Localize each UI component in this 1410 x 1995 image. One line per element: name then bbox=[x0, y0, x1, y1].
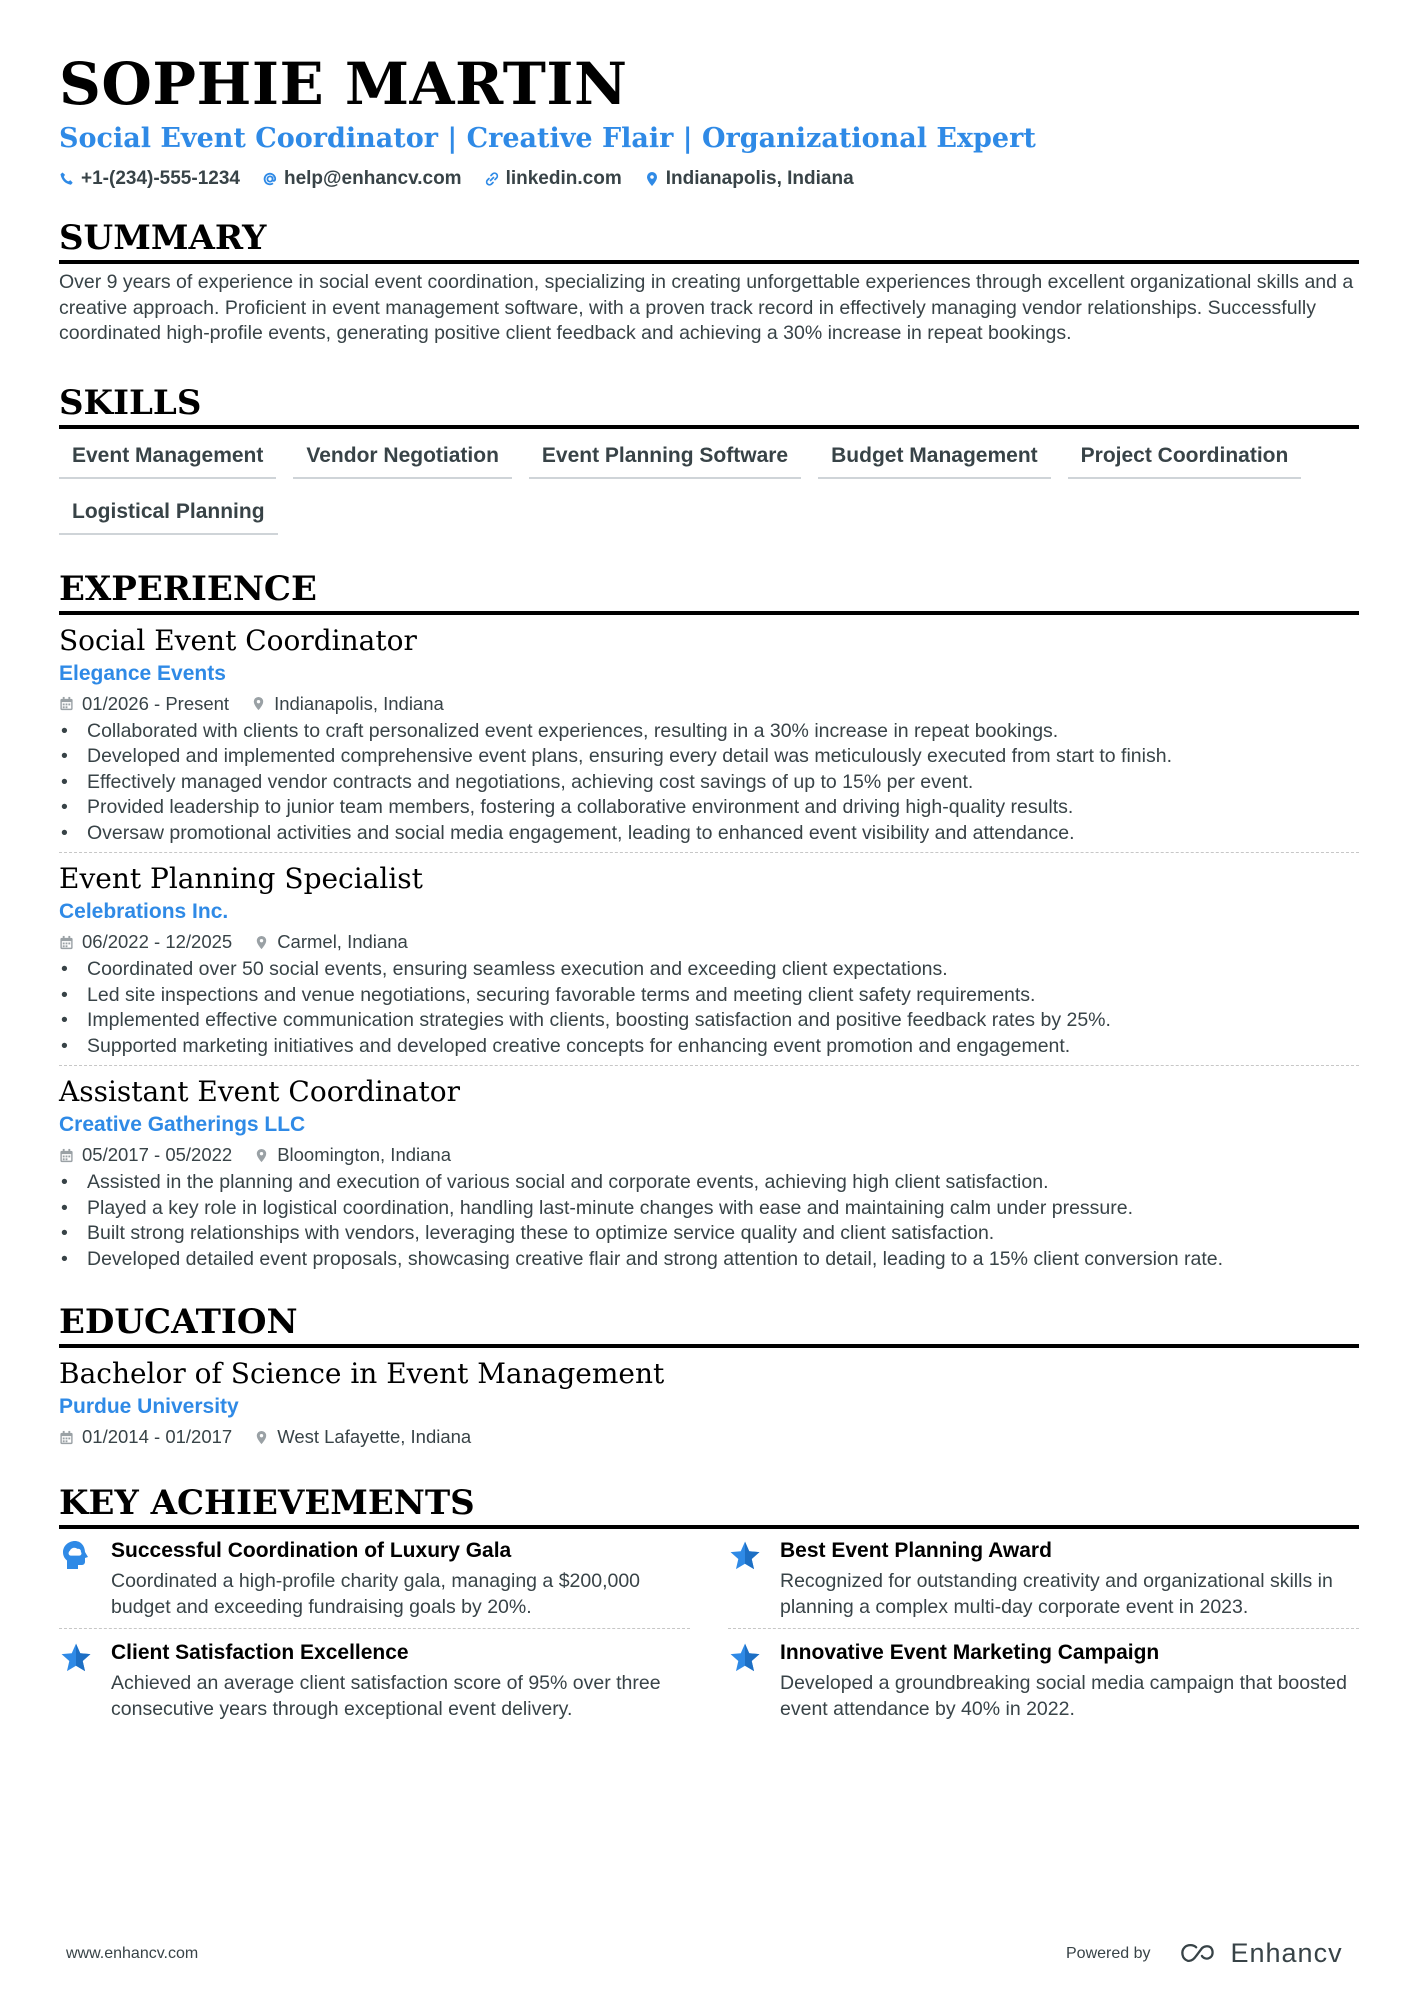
skill-tag: Event Planning Software bbox=[529, 437, 801, 479]
achievement-item bbox=[59, 1537, 690, 1629]
dates-text: 05/2017 - 05/2022 bbox=[82, 1144, 233, 1165]
bullet-item: • Provided leadership to junior team members, fostering a collaborative environment and driving high-quality results. bbox=[59, 795, 1359, 821]
skill-tag: Logistical Planning bbox=[59, 493, 278, 535]
enhancv-wordmark: Enhancv bbox=[1230, 1938, 1343, 1968]
bullet-item: • Built strong relationships with vendors, leveraging these to optimize service quality and client satisfaction. bbox=[59, 1221, 1359, 1247]
resume-page bbox=[59, 50, 1359, 1730]
calendar-icon bbox=[59, 935, 74, 950]
bullet-item: • Oversaw promotional activities and social media engagement, leading to enhanced event visibility and attendance. bbox=[59, 821, 1359, 847]
company-name: Elegance Events bbox=[59, 661, 226, 685]
company-name: Creative Gatherings LLC bbox=[59, 1113, 306, 1136]
section-title: SKILLS bbox=[59, 383, 1359, 429]
job-title: Assistant Event Coordinator bbox=[59, 1075, 461, 1108]
footer-branding bbox=[1066, 1938, 1343, 1969]
job-location bbox=[254, 930, 408, 954]
summary-section bbox=[59, 218, 1359, 347]
email-text: help@enhancv.com bbox=[283, 168, 462, 189]
skill-tag: Budget Management bbox=[818, 437, 1051, 479]
skill-tag: Event Management bbox=[59, 437, 276, 479]
achievement-title: Innovative Event Marketing Campaign bbox=[780, 1641, 1160, 1664]
achievement-item bbox=[728, 1537, 1359, 1629]
education-dates bbox=[59, 1425, 232, 1449]
company-name: Celebrations Inc. bbox=[59, 900, 229, 923]
location-text: Indianapolis, Indiana bbox=[274, 692, 444, 714]
achievement-desc: Developed a groundbreaking social media campaign that boosted event attendance by 40% in 2022. bbox=[780, 1672, 1347, 1720]
job-dates bbox=[59, 692, 229, 716]
location-text: Indianapolis, Indiana bbox=[665, 168, 854, 189]
bullet-item: • Implemented effective communication strategies with clients, boosting satisfaction and positive feedback rates by 25%. bbox=[59, 1008, 1359, 1034]
link-icon bbox=[484, 171, 500, 187]
job-entry bbox=[59, 1074, 1359, 1272]
phone-icon bbox=[59, 171, 75, 187]
achievement-desc: Coordinated a high-profile charity gala, managing a $200,000 budget and exceeding fundraising goals by 20%. bbox=[111, 1570, 641, 1618]
bullet-item: • Supported marketing initiatives and developed creative concepts for enhancing event promotion and engagement. bbox=[59, 1034, 1359, 1060]
job-location bbox=[251, 692, 444, 716]
map-pin-icon bbox=[254, 1430, 269, 1445]
achievement-item bbox=[728, 1639, 1359, 1730]
summary-text: Over 9 years of experience in social event coordination, specializing in creating unforgettable experiences through excellent organizational skills and a creative approach. Proficient in event management software, with a proven track record in effectively managing vendor relationships. Successfully coordinated high-profile events, generating positive client feedback and achieving a 30% increase in repeat bookings. bbox=[59, 271, 1354, 344]
divider bbox=[59, 1065, 1359, 1066]
divider bbox=[59, 852, 1359, 853]
bullet-item: • Developed and implemented comprehensive event plans, ensuring every detail was meticulously executed from start to finish. bbox=[59, 744, 1359, 770]
school-name: Purdue University bbox=[59, 1395, 239, 1418]
dates-text: 01/2026 - Present bbox=[82, 692, 230, 714]
calendar-icon bbox=[59, 696, 74, 711]
job-bullets bbox=[59, 719, 1359, 847]
job-title: Social Event Coordinator bbox=[59, 623, 417, 657]
job-entry bbox=[59, 623, 1359, 854]
bullet-item: • Effectively managed vendor contracts and negotiations, achieving cost savings of up to 15% per event. bbox=[59, 770, 1359, 796]
star-icon bbox=[728, 1537, 764, 1620]
powered-by-label: Powered by bbox=[1066, 1944, 1151, 1962]
section-title: EDUCATION bbox=[59, 1302, 1359, 1348]
contact-bar bbox=[59, 168, 1359, 190]
achievement-title: Successful Coordination of Luxury Gala bbox=[111, 1539, 512, 1562]
bullet-item: • Collaborated with clients to craft personalized event experiences, resulting in a 30% increase in repeat bookings. bbox=[59, 719, 1359, 745]
dates-text: 06/2022 - 12/2025 bbox=[82, 931, 233, 952]
job-meta bbox=[59, 1143, 1359, 1167]
achievements-grid bbox=[59, 1537, 1359, 1730]
map-pin-icon bbox=[251, 696, 266, 711]
skill-tag: Project Coordination bbox=[1068, 437, 1302, 479]
job-meta bbox=[59, 930, 1359, 954]
job-bullets bbox=[59, 1170, 1359, 1272]
bullet-item: • Assisted in the planning and execution of various social and corporate events, achieving high client satisfaction. bbox=[59, 1170, 1359, 1196]
contact-email[interactable] bbox=[262, 168, 462, 190]
achievement-desc: Recognized for outstanding creativity and organizational skills in planning a complex multi-day corporate event in 2023. bbox=[780, 1570, 1333, 1618]
location-text: Carmel, Indiana bbox=[277, 931, 408, 952]
map-pin-icon bbox=[644, 171, 660, 187]
job-title: Event Planning Specialist bbox=[59, 862, 423, 895]
contact-location bbox=[644, 168, 854, 190]
calendar-icon bbox=[59, 1148, 74, 1163]
map-pin-icon bbox=[254, 1148, 269, 1163]
education-location bbox=[254, 1425, 471, 1449]
phone-text: +1-(234)-555-1234 bbox=[81, 168, 240, 189]
candidate-name: SOPHIE MARTIN bbox=[59, 50, 628, 118]
achievement-title: Best Event Planning Award bbox=[780, 1539, 1052, 1562]
section-title: KEY ACHIEVEMENTS bbox=[59, 1483, 1359, 1529]
section-title: SUMMARY bbox=[59, 218, 1359, 264]
job-entry bbox=[59, 861, 1359, 1066]
skills-list bbox=[59, 437, 1359, 535]
enhancv-logo[interactable] bbox=[1177, 1938, 1343, 1969]
dates-text: 01/2014 - 01/2017 bbox=[82, 1426, 233, 1447]
location-text: West Lafayette, Indiana bbox=[277, 1426, 472, 1447]
candidate-headline: Social Event Coordinator | Creative Flair | Organizational Expert bbox=[59, 123, 1036, 154]
bullet-item: • Developed detailed event proposals, showcasing creative flair and strong attention to detail, leading to a 15% client conversion rate. bbox=[59, 1247, 1359, 1273]
map-pin-icon bbox=[254, 935, 269, 950]
job-bullets bbox=[59, 957, 1359, 1059]
location-text: Bloomington, Indiana bbox=[277, 1144, 452, 1165]
calendar-icon bbox=[59, 1430, 74, 1445]
job-dates bbox=[59, 1143, 232, 1167]
achievement-desc: Achieved an average client satisfaction score of 95% over three consecutive years through exceptional event delivery. bbox=[111, 1672, 661, 1720]
achievement-item bbox=[59, 1639, 690, 1730]
contact-phone[interactable] bbox=[59, 168, 240, 190]
linkedin-text: linkedin.com bbox=[505, 168, 622, 189]
education-meta bbox=[59, 1425, 1359, 1449]
star-icon bbox=[59, 1639, 95, 1722]
contact-linkedin[interactable] bbox=[484, 168, 622, 190]
enhancv-logo-icon bbox=[1177, 1942, 1223, 1966]
education-section bbox=[59, 1302, 1359, 1449]
experience-section bbox=[59, 569, 1359, 1273]
at-sign-icon bbox=[262, 171, 278, 187]
star-icon bbox=[728, 1639, 764, 1722]
footer-website[interactable]: www.enhancv.com bbox=[66, 1945, 199, 1962]
skills-section bbox=[59, 383, 1359, 535]
job-dates bbox=[59, 930, 232, 954]
achievements-section bbox=[59, 1483, 1359, 1730]
brain-head-icon bbox=[59, 1537, 95, 1620]
degree-title: Bachelor of Science in Event Management bbox=[59, 1357, 665, 1390]
bullet-item: • Led site inspections and venue negotiations, securing favorable terms and meeting client safety requirements. bbox=[59, 983, 1359, 1009]
bullet-item: • Played a key role in logistical coordination, handling last-minute changes with ease and maintaining calm under pressure. bbox=[59, 1196, 1359, 1222]
job-meta bbox=[59, 692, 1359, 716]
skill-tag: Vendor Negotiation bbox=[293, 437, 512, 479]
bullet-item: • Coordinated over 50 social events, ensuring seamless execution and exceeding client expectations. bbox=[59, 957, 1359, 983]
section-title: EXPERIENCE bbox=[59, 569, 1359, 615]
achievement-title: Client Satisfaction Excellence bbox=[111, 1641, 409, 1664]
job-location bbox=[254, 1143, 451, 1167]
